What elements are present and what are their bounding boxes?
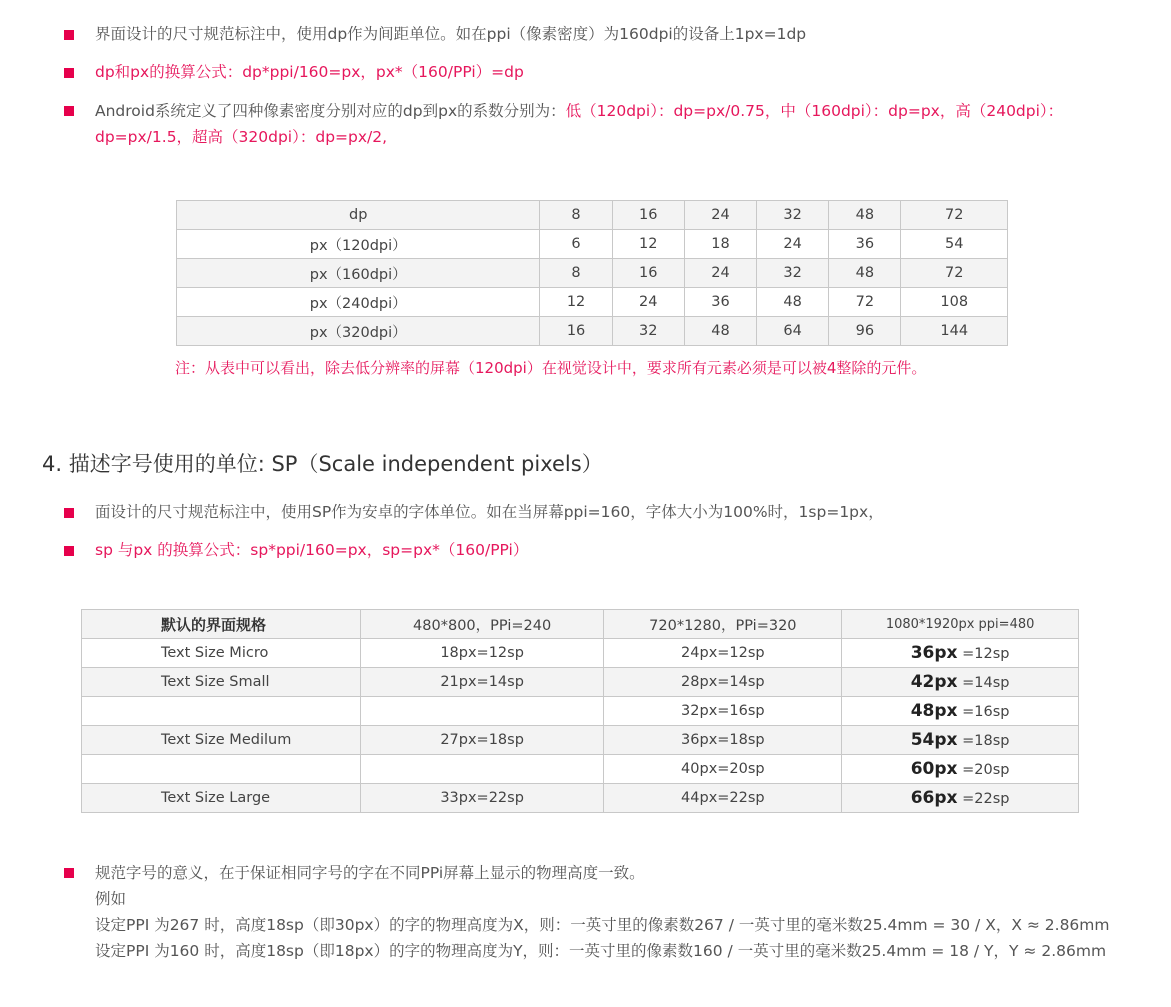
px-value: 60px xyxy=(910,759,958,779)
bullet-text: dp和px的换算公式：dp*ppi/160=px，px*（160/PPi）=dp xyxy=(95,63,524,81)
table-cell xyxy=(842,784,1079,813)
list-item xyxy=(0,98,1120,150)
intro-bullet-list xyxy=(0,22,1120,163)
table-cell: 24px=12sp xyxy=(604,639,842,668)
table-cell: 32 xyxy=(612,317,684,346)
table-row xyxy=(82,639,1079,668)
table-cell: 96 xyxy=(829,317,901,346)
px-value: 36px xyxy=(910,643,958,663)
table-header-cell: 默认的界面规格 xyxy=(82,610,361,639)
table-cell: 44px=22sp xyxy=(604,784,842,813)
table-cell: 32 xyxy=(757,201,829,230)
table-row xyxy=(177,230,1008,259)
square-bullet-icon xyxy=(64,30,74,40)
table-cell: 48 xyxy=(684,317,756,346)
table-cell: 12 xyxy=(612,230,684,259)
sp-value: =18sp xyxy=(962,733,1010,749)
table-cell: 24 xyxy=(684,201,756,230)
table-cell xyxy=(842,668,1079,697)
table-cell xyxy=(360,697,604,726)
table-cell: 12 xyxy=(540,288,612,317)
row-label: Text Size Micro xyxy=(82,639,361,668)
table-cell: 72 xyxy=(901,201,1008,230)
table-cell: 24 xyxy=(757,230,829,259)
table-cell: 16 xyxy=(612,201,684,230)
table-cell: 36 xyxy=(684,288,756,317)
table-cell: 32 xyxy=(757,259,829,288)
sp-value: =16sp xyxy=(962,704,1010,720)
table-cell: 33px=22sp xyxy=(360,784,604,813)
table-cell: px（240dpi） xyxy=(177,288,540,317)
table-cell: dp xyxy=(177,201,540,230)
example-line-2: 设定PPI 为160 时，高度18sp（即18px）的字的物理高度为Y，则：一英寸里的像素数160 / 一英寸里的毫米数25.4mm = 18 / Y，Y ≈ 2.86mm xyxy=(95,942,1107,960)
table-cell: 48 xyxy=(757,288,829,317)
bullet-text: 面设计的尺寸规范标注中，使用SP作为安卓的字体单位。如在当屏幕ppi=160，字体大小为100%时，1sp=1px， xyxy=(95,503,884,521)
square-bullet-icon xyxy=(64,508,74,518)
table-cell: 144 xyxy=(901,317,1008,346)
table-cell: px（320dpi） xyxy=(177,317,540,346)
table-cell: 32px=16sp xyxy=(604,697,842,726)
table-row xyxy=(82,755,1079,784)
table-cell: 18px=12sp xyxy=(360,639,604,668)
bullet-text: sp 与px 的换算公式：sp*ppi/160=px，sp=px*（160/PPi） xyxy=(95,541,529,559)
table-cell: 24 xyxy=(684,259,756,288)
list-item xyxy=(0,22,1120,47)
list-item xyxy=(0,860,1140,964)
px-value: 48px xyxy=(910,701,958,721)
px-value: 66px xyxy=(910,788,958,808)
square-bullet-icon xyxy=(64,546,74,556)
bullet-text-highlight: 低（120dpi）：dp=px/0.75，中（160dpi）：dp=px，高（240dpi）：dp=px/1.5，超高（320dpi）：dp=px/2, xyxy=(95,102,1064,146)
table-cell: 48 xyxy=(829,259,901,288)
list-item xyxy=(0,60,1120,85)
example-label: 例如 xyxy=(95,890,127,908)
section-heading: 4. 描述字号使用的单位: SP（Scale independent pixels） xyxy=(42,452,603,476)
table-cell xyxy=(360,755,604,784)
table-cell: px（120dpi） xyxy=(177,230,540,259)
table-row xyxy=(82,784,1079,813)
table-cell: 16 xyxy=(612,259,684,288)
sp-value: =14sp xyxy=(962,675,1010,691)
dp-conversion-table xyxy=(176,200,1008,346)
table-cell: 24 xyxy=(612,288,684,317)
table-cell: 54 xyxy=(901,230,1008,259)
table-cell: 64 xyxy=(757,317,829,346)
table-cell: 72 xyxy=(901,259,1008,288)
example-line-1: 设定PPI 为267 时，高度18sp（即30px）的字的物理高度为X，则：一英寸里的像素数267 / 一英寸里的毫米数25.4mm = 30 / X，X ≈ 2.86mm xyxy=(95,916,1110,934)
row-label xyxy=(82,755,361,784)
table-row xyxy=(82,726,1079,755)
table-header-row xyxy=(82,610,1079,639)
table-cell xyxy=(842,755,1079,784)
table-header-cell: 480*800，PPi=240 xyxy=(360,610,604,639)
table-cell: 18 xyxy=(684,230,756,259)
square-bullet-icon xyxy=(64,868,74,878)
table-cell: 8 xyxy=(540,201,612,230)
table-cell: 28px=14sp xyxy=(604,668,842,697)
row-label: Text Size Small xyxy=(82,668,361,697)
list-item xyxy=(0,538,1120,563)
table-cell: 108 xyxy=(901,288,1008,317)
table-cell xyxy=(842,726,1079,755)
bullet-text: 界面设计的尺寸规范标注中，使用dp作为间距单位。如在ppi（像素密度）为160dpi的设备上1px=1dp xyxy=(95,25,807,43)
table-cell: 36px=18sp xyxy=(604,726,842,755)
row-label xyxy=(82,697,361,726)
table-cell: 27px=18sp xyxy=(360,726,604,755)
px-value: 54px xyxy=(910,730,958,750)
bullet-text: Android系统定义了四种像素密度分别对应的dp到px的系数分别为： xyxy=(95,102,566,120)
table-header-cell: 1080*1920px ppi=480 xyxy=(842,610,1079,639)
table-cell: 8 xyxy=(540,259,612,288)
table-cell xyxy=(842,697,1079,726)
sp-value: =22sp xyxy=(962,791,1010,807)
table-row xyxy=(82,697,1079,726)
table-row xyxy=(177,259,1008,288)
table-cell: 40px=20sp xyxy=(604,755,842,784)
table-cell: px（160dpi） xyxy=(177,259,540,288)
table-note: 注：从表中可以看出，除去低分辨率的屏幕（120dpi）在视觉设计中，要求所有元素必须是可以被4整除的元件。 xyxy=(175,359,927,377)
sp-size-table xyxy=(81,609,1079,813)
px-value: 42px xyxy=(910,672,958,692)
sp-value: =12sp xyxy=(962,646,1010,662)
row-label: Text Size Medilum xyxy=(82,726,361,755)
square-bullet-icon xyxy=(64,68,74,78)
table-cell xyxy=(842,639,1079,668)
table-cell: 72 xyxy=(829,288,901,317)
table-cell: 6 xyxy=(540,230,612,259)
sp-value: =20sp xyxy=(962,762,1010,778)
table-row xyxy=(177,317,1008,346)
table-cell: 16 xyxy=(540,317,612,346)
final-bullet-list xyxy=(0,860,1140,964)
row-label: Text Size Large xyxy=(82,784,361,813)
square-bullet-icon xyxy=(64,106,74,116)
table-cell: 36 xyxy=(829,230,901,259)
bullet-text: 规范字号的意义，在于保证相同字号的字在不同PPi屏幕上显示的物理高度一致。 xyxy=(95,864,645,882)
table-row xyxy=(82,668,1079,697)
sp-bullet-list xyxy=(0,500,1120,576)
table-cell: 48 xyxy=(829,201,901,230)
list-item xyxy=(0,500,1120,525)
table-cell: 21px=14sp xyxy=(360,668,604,697)
table-header-row xyxy=(177,201,1008,230)
table-row xyxy=(177,288,1008,317)
table-header-cell: 720*1280，PPi=320 xyxy=(604,610,842,639)
